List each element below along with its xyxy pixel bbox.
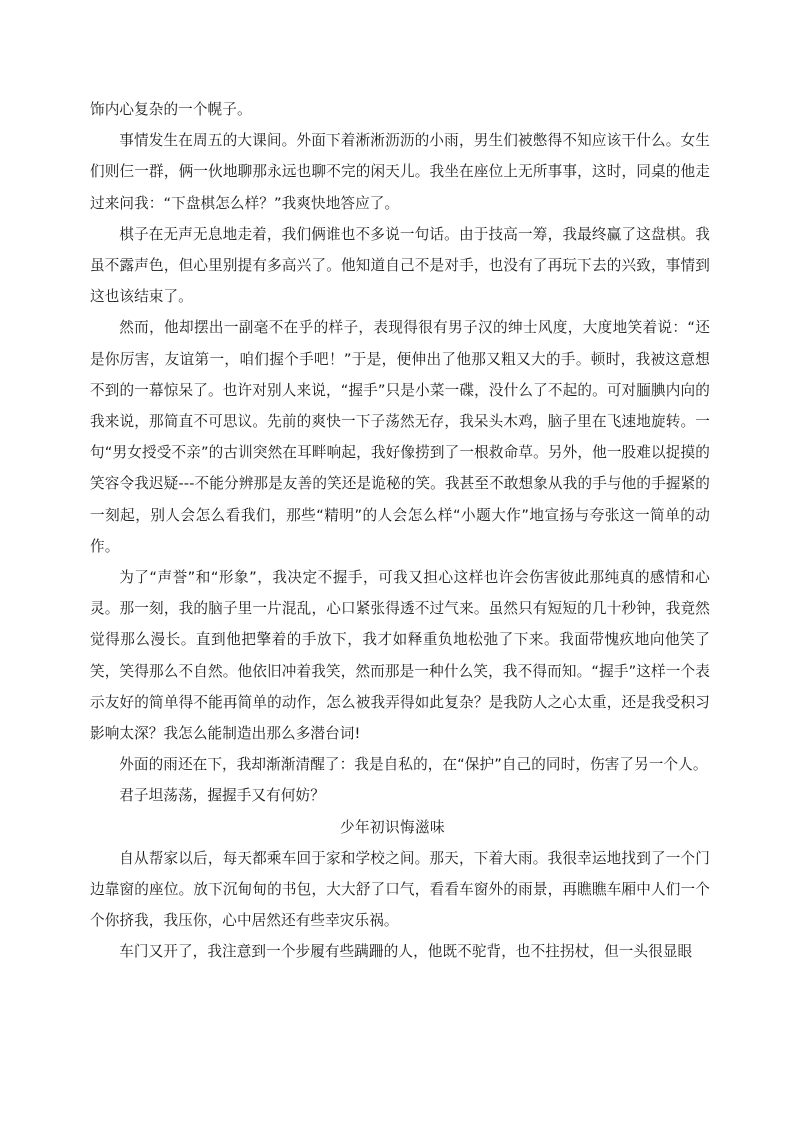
paragraph-1: 饰内心复杂的一个幌子。 bbox=[90, 101, 252, 118]
paragraph-4: 然而，他却摆出一副毫不在乎的样子，表现得很有男子汉的绅士风度，大度地笑着说：“还是你厉害，友谊第一，咱们握个手吧！”于是，便伸出了他那又粗又大的手。顿时，我被这意想不到的一幕惊呆了。也许对别人来说，“握手”只是小菜一碟，没什么了不起的。可对腼腆内向的我来说，那简直不可思议。先前的爽快一下子荡然无存，我呆头木鸡，脑子里在飞速地旋转。一句“男女授受不亲”的古训突然在耳畔响起，我好像捞到了一根救命草。另外，他一股难以捉摸的笑容令我迟疑---不能分辨那是友善的笑还是诡秘的笑。我甚至不敢想象从我的手与他的手握紧的一刻起，别人会怎么看我们，那些“精明”的人会怎么样“小题大作”地宣扬与夸张这一简单的动作。 bbox=[90, 319, 710, 555]
paragraph-7: 君子坦荡荡，握握手又有何妨？ bbox=[119, 787, 325, 805]
paragraph-2: 事情发生在周五的大课间。外面下着淅淅沥沥的小雨，男生们被憋得不知应该干什么。女生们则仨一群，俩一伙地聊那永远也聊不完的闲天儿。我坐在座位上无所事事，这时，同桌的他走过来问我：“下盘棋怎么样？”我爽快地答应了。 bbox=[90, 132, 710, 212]
paragraph-3: 棋子在无声无息地走着，我们俩谁也不多说一句话。由于技高一筹，我最终赢了这盘棋。我虽不露声色，但心里别提有多高兴了。他知道自己不是对手，也没有了再玩下去的兴致，事情到这也该结束了。 bbox=[90, 225, 710, 306]
paragraph-6: 外面的雨还在下，我却渐渐清醒了：我是自私的，在“保护”自己的同时，伤害了另一个人。 bbox=[119, 756, 708, 774]
paragraph-9: 车门又开了，我注意到一个步履有些蹒跚的人，他既不驼背，也不拄拐杖，但一头很显眼 bbox=[119, 943, 693, 961]
section-title: 少年初识悔滋味 bbox=[340, 818, 445, 836]
essay-body bbox=[90, 94, 710, 968]
paragraph-5: 为了“声誉”和“形象”，我决定不握手，可我又担心这样也许会伤害彼此那纯真的感情和心灵。那一刻，我的脑子里一片混乱，心口紧张得透不过气来。虽然只有短短的几十秒钟，我竟然觉得那么漫长。直到他把擎着的手放下，我才如释重负地松弛了下来。我面带愧疚地向他笑了笑，笑得那么不自然。他依旧冲着我笑，然而那是一种什么笑，我不得而知。“握手”这样一个表示友好的简单得不能再简单的动作，怎么被我弄得如此复杂？是我防人之心太重，还是我受积习影响太深？我怎么能制造出那么多潜台词! bbox=[90, 569, 710, 743]
paragraph-8: 自从帮家以后，每天都乘车回于家和学校之间。那天，下着大雨。我很幸运地找到了一个门边靠窗的座位。放下沉甸甸的书包，大大舒了口气，看看车窗外的雨景，再瞧瞧车厢中人们一个个你挤我，我压你，心中居然还有些幸灾乐祸。 bbox=[90, 849, 710, 930]
